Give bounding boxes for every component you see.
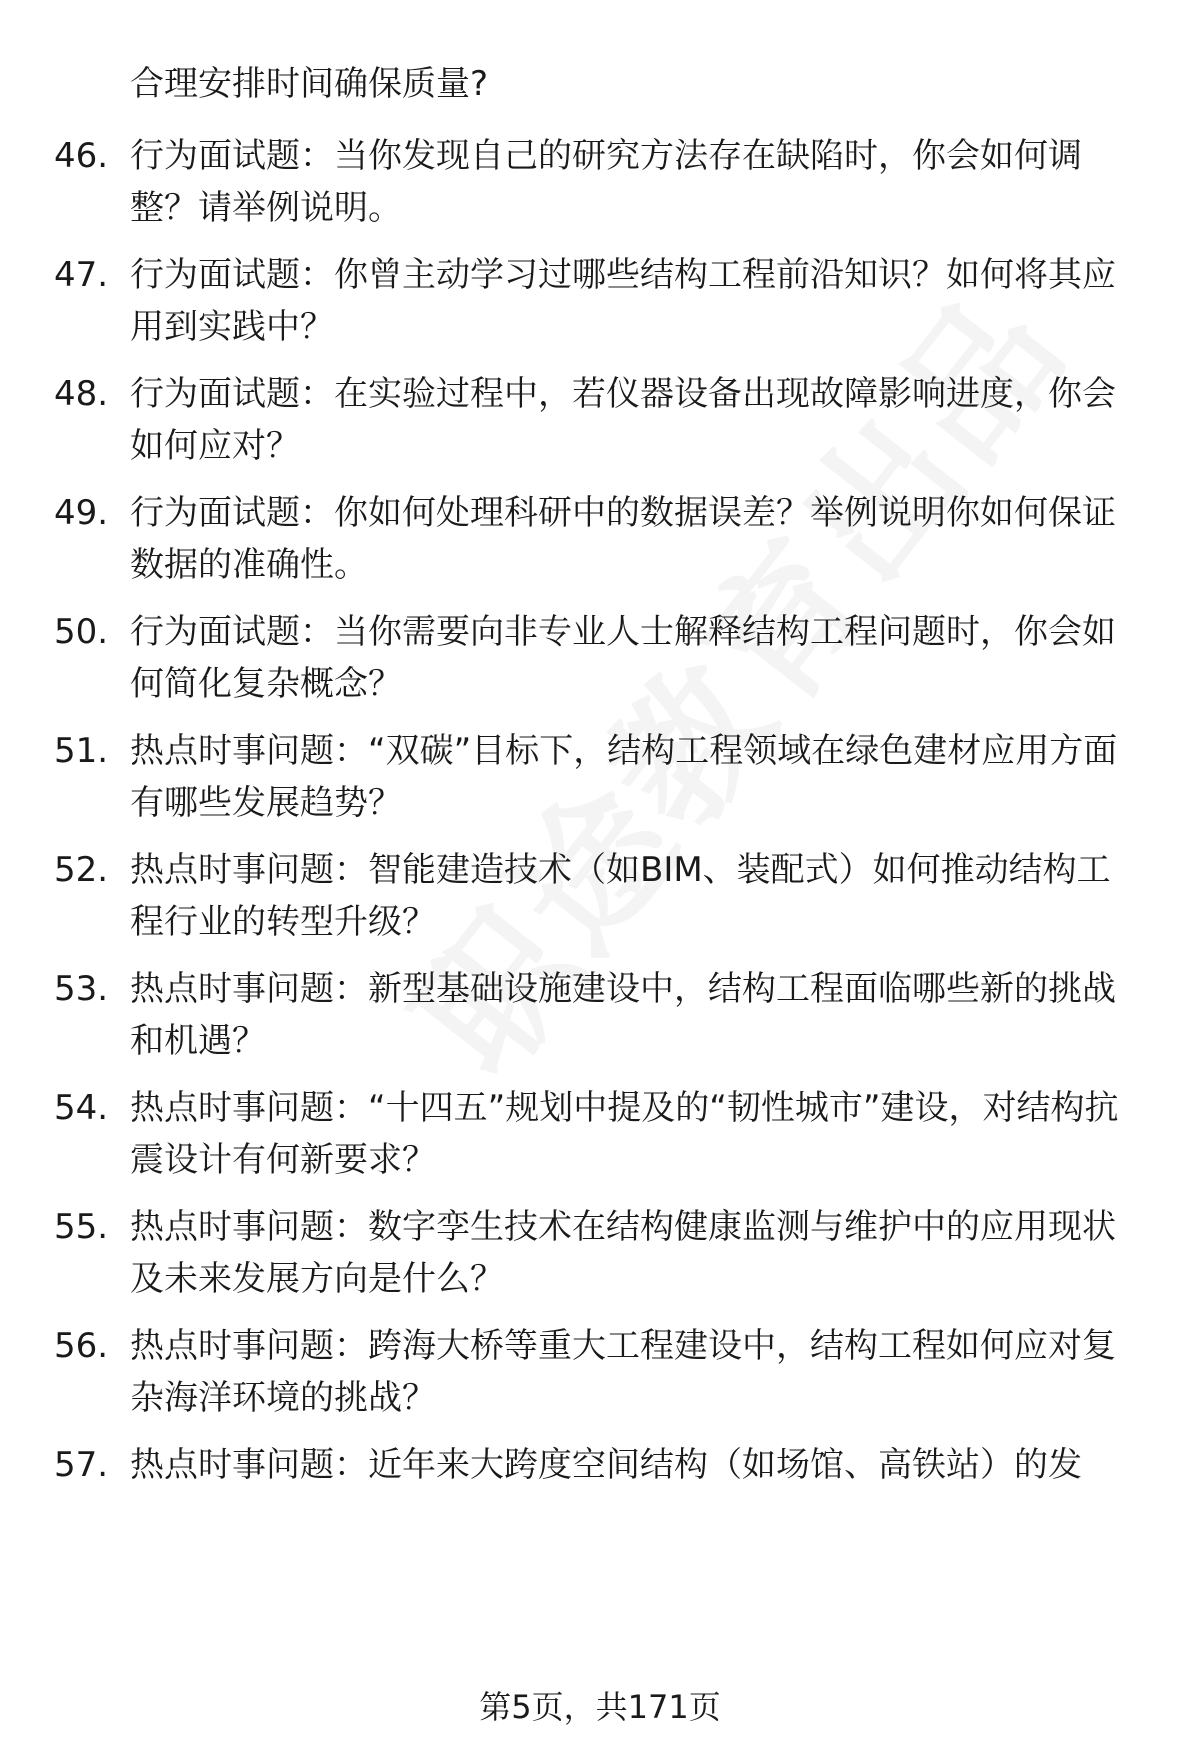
item-text: 行为面试题：在实验过程中，若仪器设备出现故障影响进度，你会如何应对？ <box>130 374 1116 466</box>
item-text: 热点时事问题：智能建造技术（如BIM、装配式）如何推动结构工程行业的转型升级？ <box>130 850 1111 942</box>
item-text: 行为面试题：你如何处理科研中的数据误差？举例说明你如何保证数据的准确性。 <box>130 493 1116 585</box>
item-number: 48. <box>54 374 109 414</box>
item-number: 50. <box>54 612 109 652</box>
item-text: 行为面试题：当你需要向非专业人士解释结构工程问题时，你会如何简化复杂概念？ <box>130 612 1116 704</box>
continuation-text: 合理安排时间确保质量? <box>130 64 489 104</box>
item-text: 热点时事问题：数字孪生技术在结构健康监测与维护中的应用现状及未来发展方向是什么？ <box>130 1207 1116 1299</box>
item-text: 热点时事问题：近年来大跨度空间结构（如场馆、高铁站）的发 <box>130 1445 1082 1485</box>
item-number: 52. <box>54 850 109 890</box>
item-number: 53. <box>54 969 109 1009</box>
item-text: 热点时事问题：新型基础设施建设中，结构工程面临哪些新的挑战和机遇？ <box>130 969 1116 1061</box>
page-footer: 第5页，共171页 <box>479 1688 721 1726</box>
item-text: 热点时事问题：“双碳”目标下，结构工程领域在绿色建材应用方面有哪些发展趋势？ <box>130 731 1118 823</box>
item-text: 行为面试题：当你发现自己的研究方法存在缺陷时，你会如何调整？请举例说明。 <box>130 136 1082 228</box>
item-number: 56. <box>54 1326 109 1366</box>
item-text: 行为面试题：你曾主动学习过哪些结构工程前沿知识？如何将其应用到实践中？ <box>130 255 1116 347</box>
item-number: 47. <box>54 255 109 295</box>
item-text: 热点时事问题：“十四五”规划中提及的“韧性城市”建设，对结构抗震设计有何新要求？ <box>130 1088 1119 1180</box>
item-number: 46. <box>54 136 109 176</box>
item-number: 49. <box>54 493 109 533</box>
item-number: 57. <box>54 1445 109 1485</box>
item-text: 热点时事问题：跨海大桥等重大工程建设中，结构工程如何应对复杂海洋环境的挑战？ <box>130 1326 1116 1418</box>
item-number: 51. <box>54 731 109 771</box>
item-number: 54. <box>54 1088 109 1128</box>
item-number: 55. <box>54 1207 109 1247</box>
